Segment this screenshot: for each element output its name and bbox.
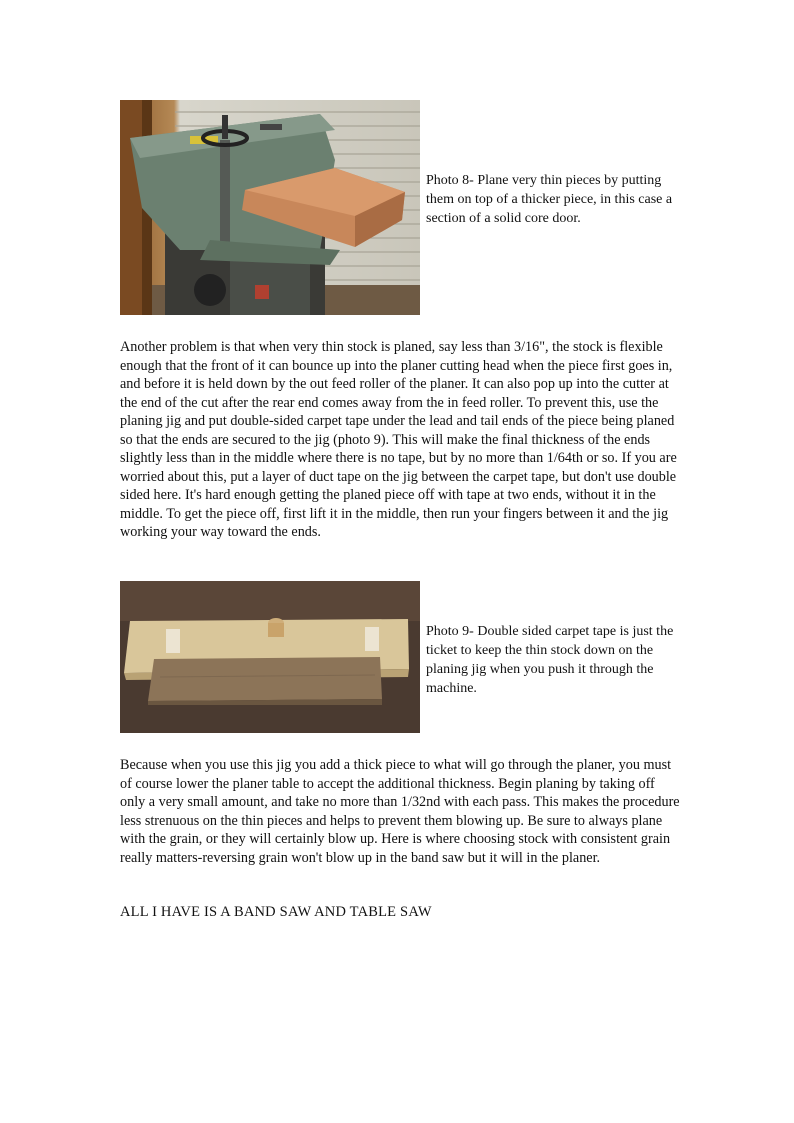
photo-8-planer-image bbox=[120, 100, 420, 315]
body-paragraph-2: Because when you use this jig you add a thick piece to what will go through the planer, you must of course lower the planer table to accept the additional thickness. Begin planing by taking off only a very small amount, and take no more than 1/32nd with each pass. This makes the procedure less strenuous on the thin pieces and helps to prevent them blowing up. Be sure to always plane with the grain, or they will certainly blow up. Here is where choosing stock with consistent grain really matters-reversing grain won't blow up in the band saw but it will in the planer. bbox=[120, 757, 680, 866]
photo-8-caption: Photo 8- Plane very thin pieces by putting them on top of a thicker piece, in this case a section of a solid core door. bbox=[426, 173, 673, 226]
photo-9-jig-image bbox=[120, 581, 420, 733]
section-heading: ALL I HAVE IS A BAND SAW AND TABLE SAW bbox=[120, 904, 432, 920]
photo-9-caption: Photo 9- Double sided carpet tape is just the ticket to keep the thin stock down on the planing jig when you push it through the machine. bbox=[426, 624, 674, 696]
body-paragraph-1: Another problem is that when very thin stock is planed, say less than 3/16", the stock is flexible enough that the front of it can bounce up into the planer cutting head when the piece first goes in, and before it is held down by the out feed roller of the planer. It can also pop up into the cutter at the end of the cut after the rear end comes away from the in feed roller. To prevent this, use the planing jig and put double-sided carpet tape under the lead and tail ends of the piece being planed so that the ends are secured to the jig (photo 9). This will make the final thickness of the ends slightly less than in the middle where there is no tape, but by no more than 1/64th or so. If you are worried about this, put a layer of duct tape on the jig between the carpet tape, but don't use double sided here. It's hard enough getting the planed piece off with tape at two ends, without it in the middle. To get the piece off, first lift it in the middle, then run your fingers between it and the jig working your way toward the ends. bbox=[120, 339, 677, 540]
